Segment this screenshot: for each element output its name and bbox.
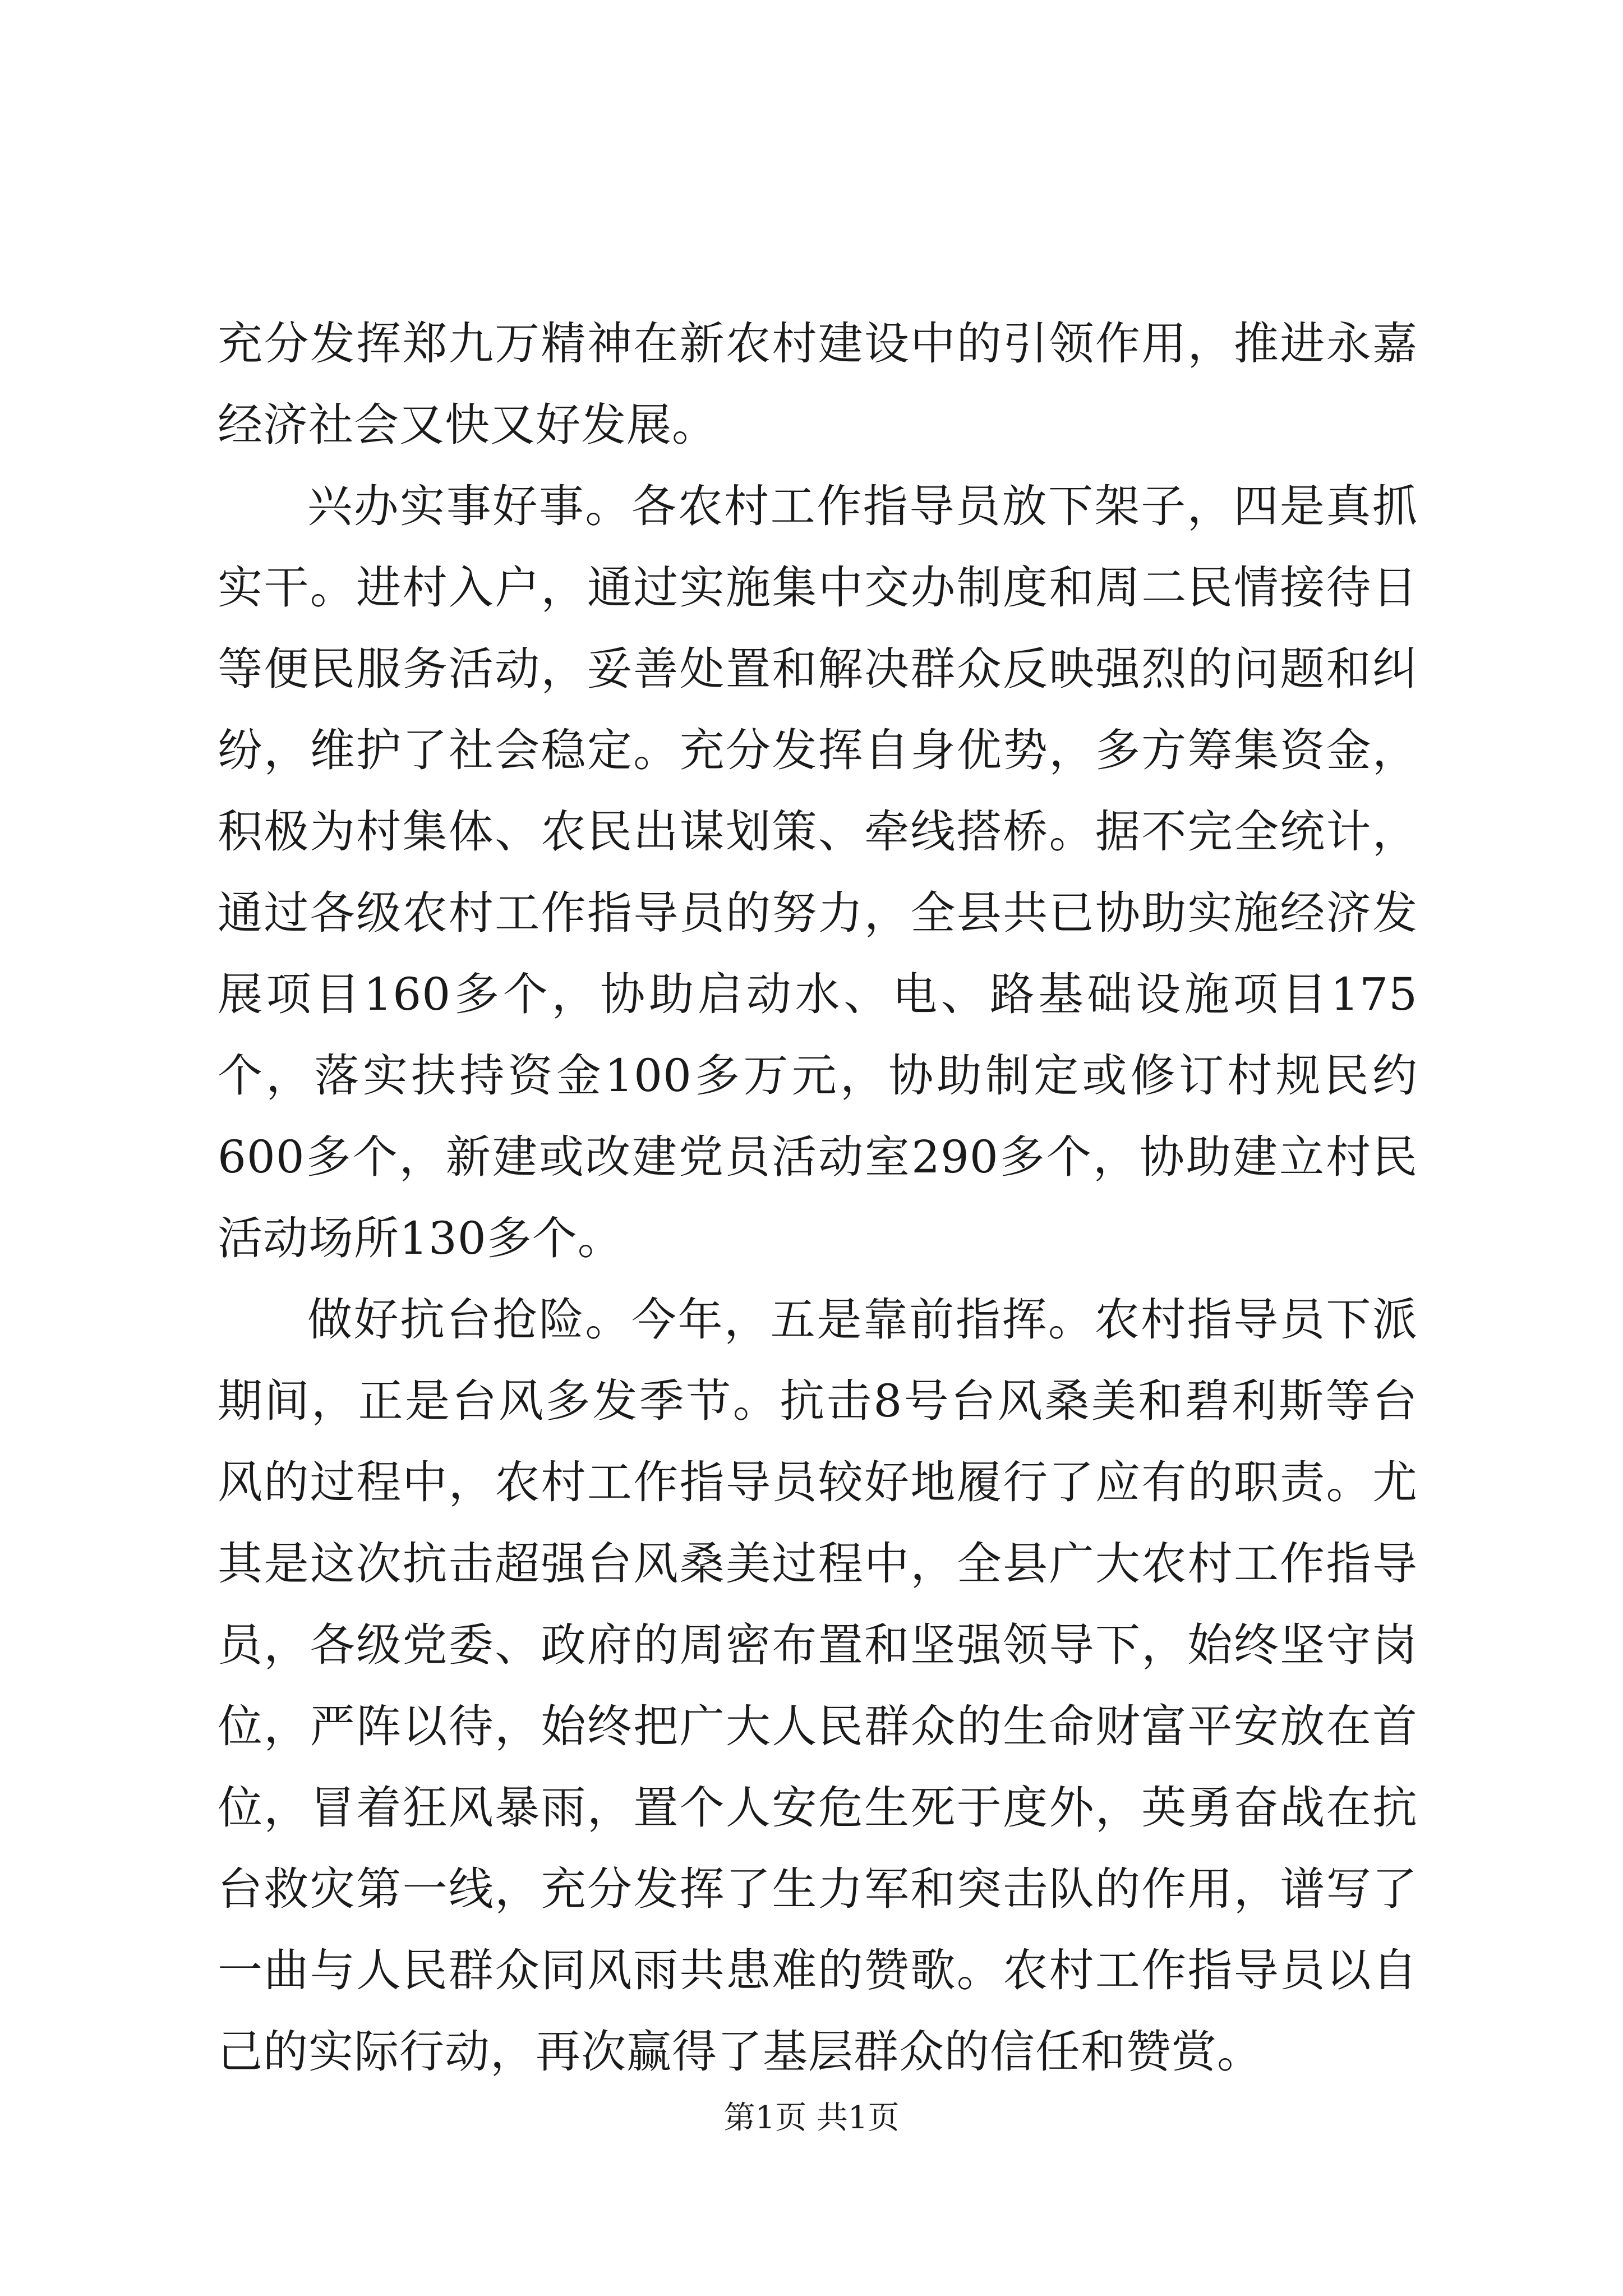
page-number-footer: 第1页 共1页 [723, 2100, 900, 2136]
paragraph-typhoon-relief: 做好抗台抢险。今年，五是靠前指挥。农村指导员下派期间，正是台风多发季节。抗击8号台风桑美和碧利斯等台风的过程中，农村工作指导员较好地履行了应有的职责。尤其是这次抗击超强台风桑美过程中，全县广大农村工作指导员，各级党委、政府的周密布置和坚强领导下，始终坚守岗位，严阵以待，始终把广大人民群众的生命财富平安放在首位，冒着狂风暴雨，置个人安危生死于度外，英勇奋战在抗台救灾第一线，充分发挥了生力军和突击队的作用，谱写了一曲与人民群众同风雨共患难的赞歌。农村工作指导员以自己的实际行动，再次赢得了基层群众的信任和赞赏。 [218, 1294, 1418, 2078]
paragraph-practical-work: 兴办实事好事。各农村工作指导员放下架子，四是真抓实干。进村入户，通过实施集中交办制度和周二民情接待日等便民服务活动，妥善处置和解决群众反映强烈的问题和纠纷，维护了社会稳定。充分发挥自身优势，多方筹集资金，积极为村集体、农民出谋划策、牵线搭桥。据不完全统计，通过各级农村工作指导员的努力，全县共已协助实施经济发展项目160多个，协助启动水、电、路基础设施项目175个，落实扶持资金100多万元，协助制定或修订村规民约600多个，新建或改建党员活动室290多个，协助建立村民活动场所130多个。 [218, 480, 1418, 1264]
document-body [218, 303, 1418, 2092]
paragraph-continuation: 充分发挥郑九万精神在新农村建设中的引领作用，推进永嘉经济社会又快又好发展。 [218, 318, 1418, 451]
